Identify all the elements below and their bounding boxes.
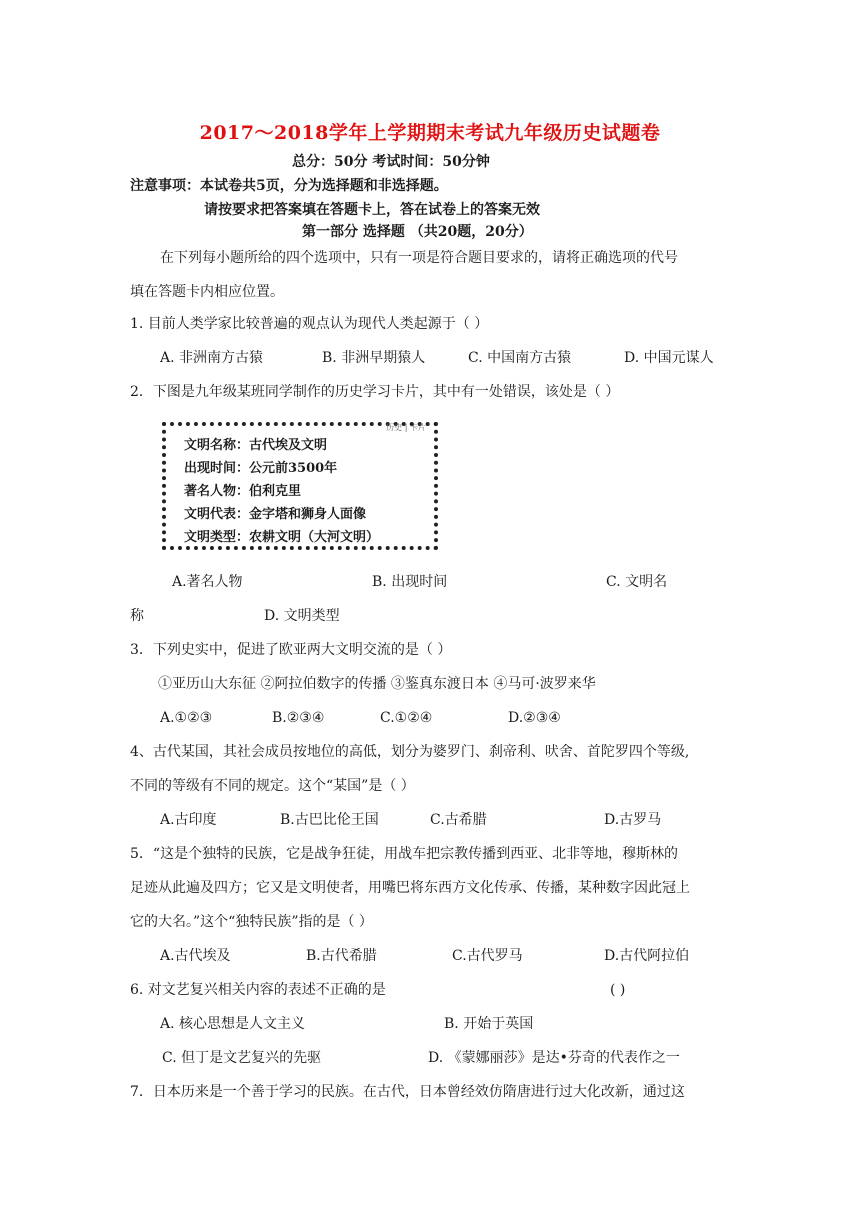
question-4-option-c: C.古希腊 [430,812,487,828]
question-1-option-c: C. 中国南方古猿 [468,350,572,366]
question-6-option-c: C. 但丁是文艺复兴的先驱 [162,1050,322,1066]
question-7-line-1: 7．日本历来是一个善于学习的民族。在古代，日本曾经效仿隋唐进行过大化改新，通过这 [130,1084,685,1100]
card-row-civilization-type: 文明类型：农耕文明（大河文明） [184,530,380,545]
exam-title: 2017～2018学年上学期期末考试九年级历史试题卷 [199,122,661,144]
notice-line-1: 注意事项：本试卷共5页，分为选择题和非选择题。 [130,178,448,194]
question-3-option-b: B.②③④ [272,710,325,726]
question-4-option-b: B.古巴比伦王国 [280,812,379,828]
question-2-option-b: B. 出现时间 [372,574,448,590]
notice-line-2: 请按要求把答案填在答题卡上，答在试卷上的答案无效 [204,202,540,218]
question-4-option-d: D.古罗马 [604,812,662,828]
question-4-line-1: 4、古代某国，其社会成员按地位的高低，划分为婆罗门、刹帝利、吠舍、首陀罗四个等级, [130,744,690,760]
question-2-option-c: C. 文明名 [606,574,668,590]
card-row-civilization-name: 文明名称：古代埃及文明 [184,438,328,453]
question-5-option-a: A.古代埃及 [160,948,231,964]
question-5-option-d: D.古代阿拉伯 [604,948,690,964]
question-1-option-d: D. 中国元谋人 [624,350,714,366]
question-4-line-2: 不同的等级有不同的规定。这个“某国”是（ ） [130,778,415,794]
question-6-option-b: B. 开始于英国 [444,1016,534,1032]
question-5-option-c: C.古代罗马 [452,948,523,964]
question-3-option-d: D.②③④ [508,710,561,726]
question-6-answer-paren: ( ) [610,982,626,998]
question-3-option-a: A.①②③ [160,710,213,726]
instructions-line-1: 在下列每小题所给的四个选项中，只有一项是符合题目要求的，请将正确选项的代号 [160,250,678,266]
question-3-items: ①亚历山大东征 ②阿拉伯数字的传播 ③鉴真东渡日本 ④马可·波罗来华 [158,676,596,692]
history-study-card [162,422,438,550]
question-1-stem: 1. 目前人类学家比较普遍的观点认为现代人类起源于（ ） [130,316,489,332]
question-6-option-a: A. 核心思想是人文主义 [160,1016,306,1032]
score-time: 总分：50分 考试时间：50分钟 [292,154,490,170]
question-4-option-a: A.古印度 [160,812,217,828]
question-1-option-a: A. 非洲南方古猿 [160,350,264,366]
instructions-line-2: 填在答题卡内相应位置。 [130,284,284,300]
question-3-option-c: C.①②④ [380,710,433,726]
question-1-option-b: B. 非洲早期猿人 [322,350,426,366]
question-6-stem: 6. 对文艺复兴相关内容的表述不正确的是 [130,982,386,998]
question-6-option-d: D. 《蒙娜丽莎》是达•芬奇的代表作之一 [428,1050,680,1066]
card-corner-mark: 历史 | 卡片 [386,423,426,432]
question-3-stem: 3．下列史实中，促进了欧亚两大文明交流的是（ ） [130,642,452,658]
card-row-appearance-time: 出现时间：公元前3500年 [184,461,338,476]
part-title: 第一部分 选择题 （共20题，20分） [302,224,533,240]
question-2-option-d: D. 文明类型 [264,608,340,624]
question-2-option-c-continued: 称 [130,608,144,624]
question-5-option-b: B.古代希腊 [306,948,377,964]
card-row-representative: 文明代表：金字塔和狮身人面像 [184,507,367,522]
card-row-famous-person: 著名人物：伯利克里 [184,484,302,499]
question-2-stem: 2．下图是九年级某班同学制作的历史学习卡片，其中有一处错误，该处是（ ） [130,384,620,400]
question-2-option-a: A.著名人物 [172,574,243,590]
question-5-line-2: 足迹从此遍及四方；它又是文明使者，用嘴巴将东西方文化传承、传播，某种数字因此冠上 [130,880,690,896]
question-5-line-1: 5．“这是个独特的民族，它是战争狂徒，用战车把宗教传播到西亚、北非等地，穆斯林的 [130,846,679,862]
question-5-line-3: 它的大名。”这个“独特民族”指的是（ ） [130,914,373,930]
